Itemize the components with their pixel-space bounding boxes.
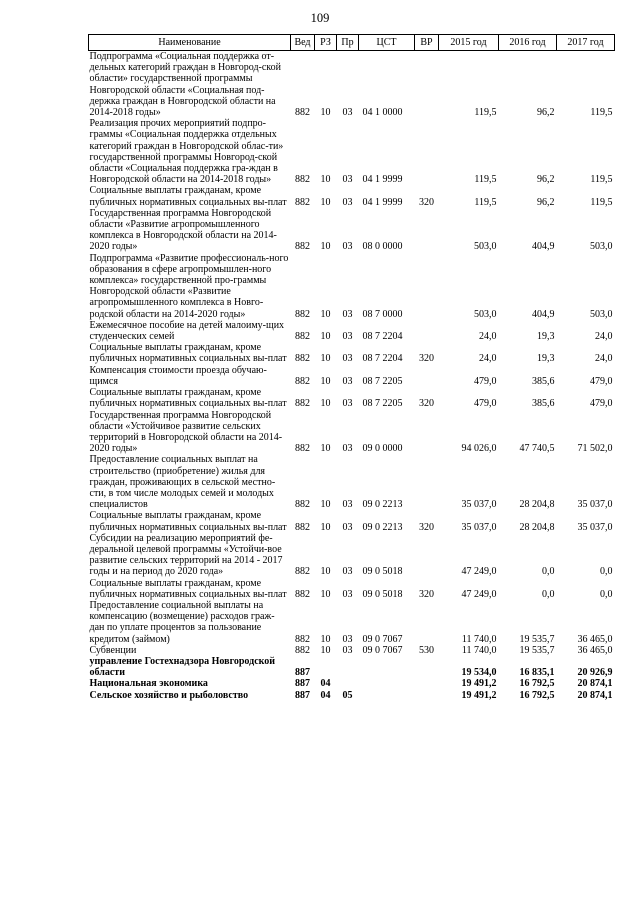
table-row [89,365,615,387]
cell-2016: 16 792,5 [519,689,555,701]
cell-name: Государственная программа Новгородской области «Развитие агропромышленного комплекса в Новгородской области на 2014-2020 годы» [89,207,277,253]
cell-2017: 479,0 [590,375,613,387]
column-header-rz: РЗ [315,35,337,51]
cell-2015: 19 491,2 [461,678,497,690]
cell-rz: 10 [320,633,331,645]
cell-2015: 35 037,0 [461,499,497,511]
cell-2016: 385,6 [532,398,555,410]
cell-pr: 03 [342,331,353,343]
cell-rz: 10 [320,499,331,511]
column-header-2016: 2016 год [499,35,557,51]
cell-2017: 503,0 [590,241,613,253]
cell-2015: 503,0 [474,308,497,320]
cell-ved: 882 [295,633,310,645]
cell-vr [415,320,439,342]
cell-2016: 0,0 [542,566,555,578]
cell-cst: 08 7 2204 [362,331,403,343]
cell-2017: 119,5 [590,196,613,208]
table-row [89,387,615,409]
cell-name: Предоставление социальной выплаты на компенсацию (возмещение) расходов граж-дан по уплате процентов за пользование кредитом (займом) [89,599,275,645]
cell-pr: 03 [342,375,353,387]
cell-pr [337,656,359,678]
cell-ved: 882 [295,566,310,578]
cell-pr: 03 [342,566,353,578]
cell-2017: 36 465,0 [577,644,613,656]
cell-name: управление Гостехнадзора Новгородской области [89,655,276,679]
cell-vr [415,454,439,510]
cell-vr [415,656,439,678]
cell-2016: 16 792,5 [519,678,555,690]
cell-cst: 04 1 0000 [362,107,403,119]
cell-name: Социальные выплаты гражданам, кроме публичных нормативных социальных вы-плат [89,577,287,600]
cell-cst: 08 7 2204 [362,353,403,365]
cell-ved: 882 [295,499,310,511]
cell-name: Предоставление социальных выплат на строительство (приобретение) жилья для граждан, проживающих в сельской местно-сти, в том числе молодых семей и молодых специалистов [89,454,276,511]
cell-vr: 320 [419,588,434,600]
cell-rz: 10 [320,241,331,253]
cell-ved: 887 [295,689,310,701]
cell-name: Социальные выплаты гражданам, кроме публичных нормативных социальных вы-плат [89,387,287,410]
column-header-cst: ЦСТ [359,35,415,51]
cell-cst: 09 0 5018 [362,588,403,600]
cell-pr: 03 [342,633,353,645]
cell-vr [415,365,439,387]
cell-vr: 320 [419,398,434,410]
cell-2016: 19 535,7 [519,644,555,656]
cell-pr: 03 [342,443,353,455]
cell-rz: 10 [320,196,331,208]
cell-vr: 320 [419,521,434,533]
table-row [89,600,615,645]
table-row [89,253,615,320]
table-row [89,690,615,701]
cell-vr [415,690,439,701]
cell-cst: 09 0 7067 [362,644,403,656]
cell-ved: 882 [295,588,310,600]
table-row [89,320,615,342]
cell-ved: 882 [295,308,310,320]
cell-pr: 03 [342,588,353,600]
cell-vr: 320 [419,196,434,208]
cell-pr: 03 [342,241,353,253]
cell-2017: 119,5 [590,107,613,119]
table-row [89,118,615,185]
cell-vr [415,253,439,320]
column-header-2015: 2015 год [439,35,499,51]
table-row [89,645,615,656]
cell-2017: 20 926,9 [577,667,613,679]
cell-2017: 24,0 [595,353,613,365]
table-row [89,51,615,119]
cell-cst: 08 7 2205 [362,375,403,387]
table-row [89,410,615,455]
cell-vr [415,51,439,119]
cell-2015: 24,0 [479,331,497,343]
cell-cst [359,678,415,689]
cell-2016: 19,3 [537,331,555,343]
cell-ved: 882 [295,196,310,208]
cell-rz [315,656,337,678]
cell-2017: 479,0 [590,398,613,410]
cell-name: Субсидии на реализацию мероприятий фе-деральной целевой программы «Устойчи-вое развитие сельских территорий на 2014 - 2017 годы и на период до 2020 года» [89,532,283,578]
cell-2017: 71 502,0 [577,443,613,455]
cell-name: Социальные выплаты гражданам, кроме публичных нормативных социальных вы-плат [89,185,287,208]
cell-cst: 04 1 9999 [362,174,403,186]
cell-2016: 404,9 [532,308,555,320]
cell-ved: 882 [295,241,310,253]
cell-vr [415,533,439,578]
cell-2017: 24,0 [595,331,613,343]
cell-cst [359,656,415,678]
cell-ved: 882 [295,443,310,455]
cell-ved: 882 [295,107,310,119]
cell-2016: 0,0 [542,588,555,600]
cell-2016: 96,2 [537,196,555,208]
cell-vr [415,118,439,185]
cell-2015: 503,0 [474,241,497,253]
cell-name: Реализация прочих мероприятий подпро-граммы «Социальная поддержка отдельных категорий граждан в Новгородской облас-ти» государственной программы Новгород-ской области «Социальная поддержка гра-ждан в Новгородской области на 2014-2018 годы» [89,118,284,186]
cell-ved: 882 [295,353,310,365]
cell-2015: 119,5 [474,107,497,119]
cell-2015: 19 491,2 [461,689,497,701]
cell-ved: 882 [295,644,310,656]
cell-pr: 03 [342,499,353,511]
cell-rz: 10 [320,566,331,578]
table-row [89,342,615,364]
cell-name: Компенсация стоимости проезда обучаю-щимся [89,364,267,387]
cell-name: Ежемесячное пособие на детей малоиму-щих студенческих семей [89,319,285,343]
cell-ved: 887 [295,667,310,679]
cell-name: Национальная экономика [89,678,208,690]
cell-rz: 10 [320,174,331,186]
table-row [89,678,615,689]
cell-vr [415,678,439,689]
cell-2016: 96,2 [537,107,555,119]
table-row [89,533,615,578]
cell-name: Субвенции [89,644,137,656]
cell-2017: 20 874,1 [577,678,613,690]
table-row [89,185,615,207]
cell-2015: 47 249,0 [461,588,497,600]
cell-2016: 385,6 [532,375,555,387]
cell-name: Социальные выплаты гражданам, кроме публичных нормативных социальных вы-плат [89,342,287,365]
cell-pr: 03 [342,644,353,656]
cell-rz: 10 [320,521,331,533]
cell-name: Подпрограмма «Развитие профессиональ-ного образования в сфере агропромышлен-ного комплекса» государственной про-граммы Новгородской области «Развитие агропромышленного комплекса в Новго-родской области на 2014-2020 годы» [89,252,289,320]
cell-rz: 10 [320,443,331,455]
cell-cst: 08 0 0000 [362,241,403,253]
table-row [89,510,615,532]
table-row [89,208,615,253]
cell-2016: 28 204,8 [519,499,555,511]
cell-2017: 35 037,0 [577,521,613,533]
cell-2016: 16 835,1 [519,667,555,679]
cell-2017: 36 465,0 [577,633,613,645]
cell-rz: 10 [320,398,331,410]
cell-2015: 479,0 [474,375,497,387]
table-row [89,578,615,600]
cell-2017: 119,5 [590,174,613,186]
cell-2015: 479,0 [474,398,497,410]
cell-cst: 09 0 0000 [362,443,403,455]
cell-cst: 09 0 7067 [362,633,403,645]
cell-2017: 503,0 [590,308,613,320]
table-row [89,454,615,510]
cell-2016: 28 204,8 [519,521,555,533]
cell-2015: 94 026,0 [461,443,497,455]
cell-ved: 882 [295,398,310,410]
cell-cst: 08 7 0000 [362,308,403,320]
cell-rz: 04 [320,689,331,701]
column-header-ved: Вед [291,35,315,51]
cell-pr: 03 [342,308,353,320]
cell-cst [359,690,415,701]
cell-2017: 35 037,0 [577,499,613,511]
cell-ved: 882 [295,174,310,186]
cell-2017: 20 874,1 [577,689,613,701]
cell-pr: 03 [342,521,353,533]
cell-name: Социальные выплаты гражданам, кроме публичных нормативных социальных вы-плат [89,510,287,533]
cell-2016: 19,3 [537,353,555,365]
cell-2017: 0,0 [600,588,613,600]
page-number: 109 [310,11,330,25]
cell-2015: 24,0 [479,353,497,365]
cell-rz: 10 [320,588,331,600]
cell-2016: 404,9 [532,241,555,253]
column-header-pr: Пр [337,35,359,51]
column-header-2017: 2017 год [557,35,615,51]
cell-cst: 08 7 2205 [362,398,403,410]
cell-vr [415,208,439,253]
table-header-row [89,35,615,51]
cell-cst: 09 0 5018 [362,566,403,578]
cell-pr: 03 [342,107,353,119]
cell-2016: 47 740,5 [519,443,555,455]
cell-rz: 10 [320,353,331,365]
cell-pr: 03 [342,353,353,365]
cell-vr: 320 [419,353,434,365]
cell-cst: 09 0 2213 [362,521,403,533]
budget-table [88,34,615,701]
cell-rz: 10 [320,331,331,343]
cell-name: Государственная программа Новгородской области «Устойчивое развитие сельских территорий в Новгородской области на 2014-2020 годы» [89,409,283,455]
cell-vr [415,600,439,645]
cell-pr: 03 [342,398,353,410]
cell-pr: 03 [342,196,353,208]
cell-vr: 530 [419,644,434,656]
cell-2015: 11 740,0 [461,644,497,656]
cell-cst: 09 0 2213 [362,499,403,511]
cell-name: Сельское хозяйство и рыболовство [89,689,249,701]
column-header-name: Наименование [89,35,291,51]
cell-ved: 882 [295,375,310,387]
cell-2015: 35 037,0 [461,521,497,533]
cell-pr [337,678,359,689]
cell-rz: 10 [320,308,331,320]
cell-2015: 47 249,0 [461,566,497,578]
cell-2015: 11 740,0 [461,633,497,645]
cell-ved: 882 [295,331,310,343]
cell-vr [415,410,439,455]
table-row [89,656,615,678]
cell-name: Подпрограмма «Социальная поддержка от-дельных категорий граждан в Новгород-ской области» государственной программы Новгородской области «Социальная под-держка граждан в Новгородской области на 2014-2018 годы» [89,51,282,119]
cell-rz: 10 [320,107,331,119]
cell-ved: 882 [295,521,310,533]
cell-2015: 119,5 [474,174,497,186]
cell-cst: 04 1 9999 [362,196,403,208]
cell-2015: 19 534,0 [461,667,497,679]
cell-2017: 0,0 [600,566,613,578]
cell-ved: 887 [295,678,310,690]
cell-pr: 05 [342,689,353,701]
cell-rz: 10 [320,644,331,656]
cell-rz: 10 [320,375,331,387]
cell-pr: 03 [342,174,353,186]
cell-2015: 119,5 [474,196,497,208]
cell-2016: 96,2 [537,174,555,186]
cell-2016: 19 535,7 [519,633,555,645]
cell-rz: 04 [320,678,331,690]
column-header-vr: ВР [415,35,439,51]
